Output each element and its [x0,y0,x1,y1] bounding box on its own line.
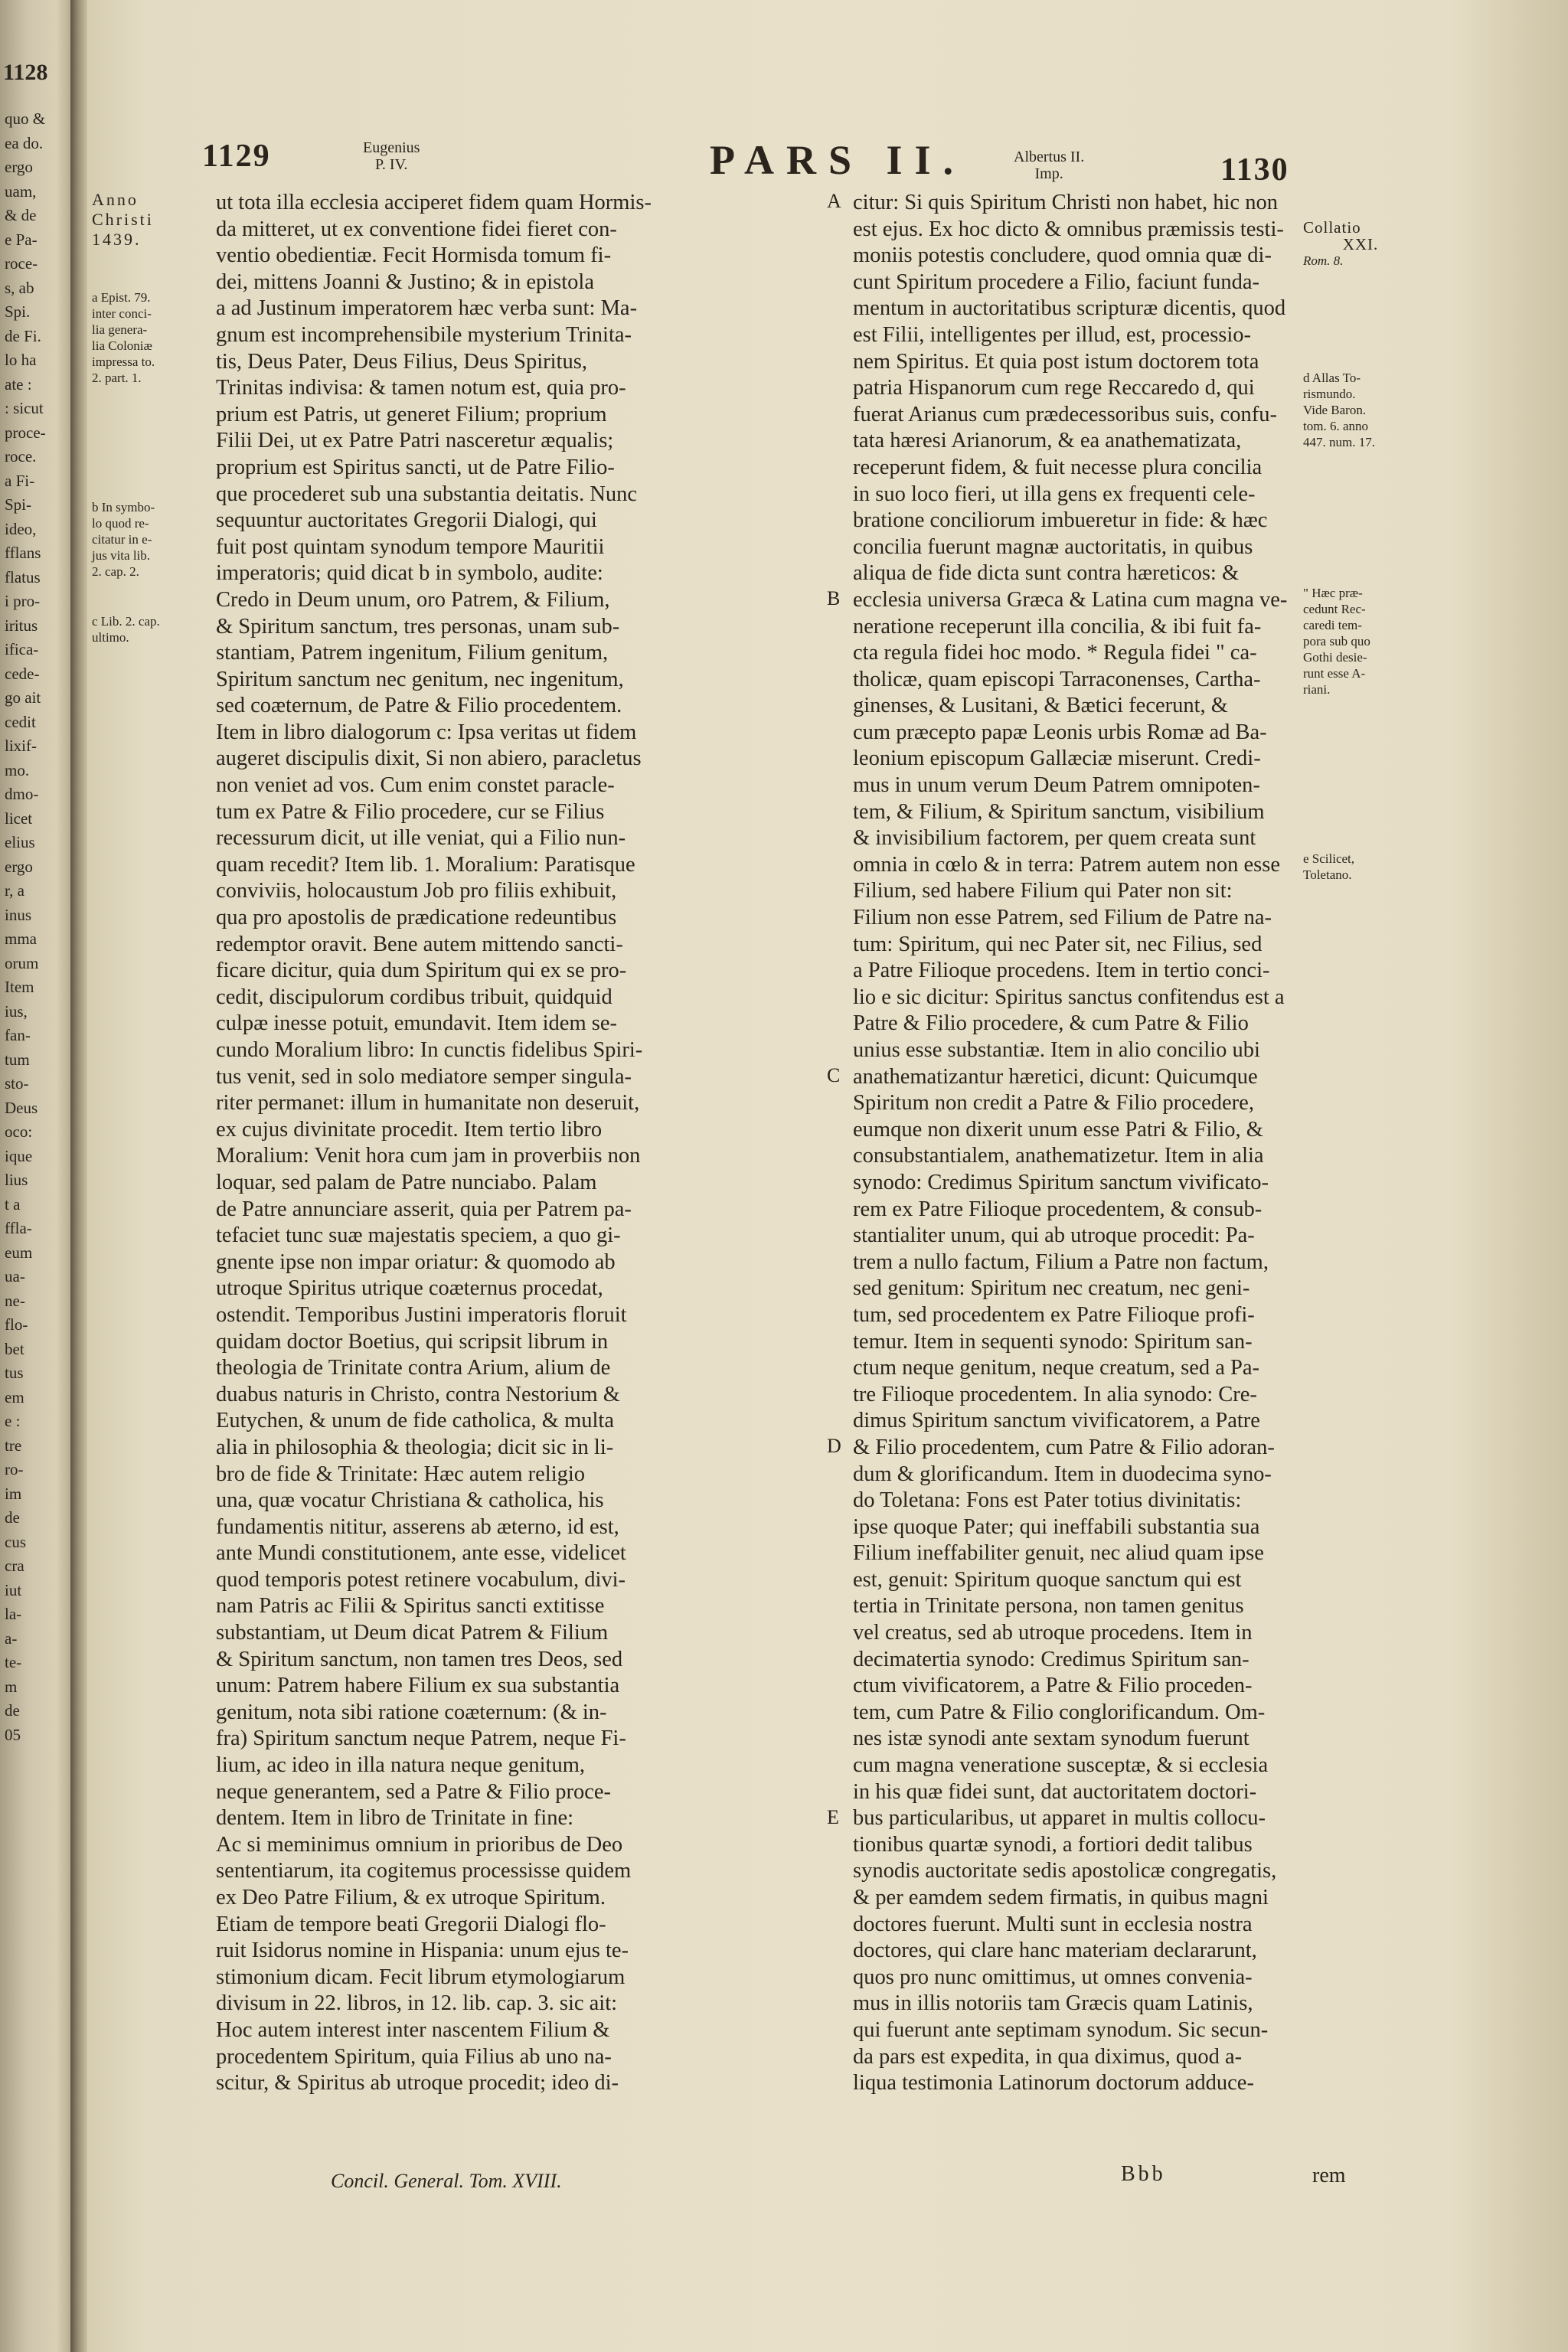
note-line: ultimo. [92,630,129,645]
fragment-line: elius [5,833,35,851]
fragment-line: iut [5,1580,22,1599]
text-line: tertia in Trinitate persona, non tamen genitus [853,1594,1244,1619]
left-margin-notes [92,190,199,645]
text-line: Filium non esse Patrem, sed Filium de Patre na- [853,906,1272,930]
text-line: tre Filioque procedentem. In alia synodo: Cre- [853,1382,1257,1406]
text-line: est, genuit: Spiritum quoque sanctum qui est [853,1567,1242,1592]
text-line: neratione receperunt illa concilia, & ibi fuit fa- [853,614,1262,639]
text-line: theologia de Trinitate contra Arium, alium de [216,1356,611,1380]
text-line: stantiam, Patrem ingenitum, Filium genitum, [216,641,609,665]
text-line: liqua testimonia Latinorum doctorum adduce- [853,2071,1254,2096]
text-line: anathematizantur hæretici, dicunt: Quicumque [853,1064,1258,1089]
fragment-line: ffla- [5,1219,32,1237]
note-line: b In symbo- [92,500,155,514]
text-line: tata hæresi Arianorum, & ea anathematizata, [853,429,1242,453]
fragment-line: roce. [5,447,37,466]
left-running-sub: P. IV. [375,156,408,173]
text-line: a ad Justinum imperatorem hæc verba sunt: Ma- [216,296,638,321]
fragment-line: mo. [5,760,30,779]
note-line: d Allas To- [1303,371,1361,385]
note-line: 2. cap. 2. [92,564,139,579]
note-line: impressa to. [92,354,155,369]
fragment-line: iritus [5,616,38,635]
note-line: " Hæc præ- [1303,586,1363,600]
text-line: quidam doctor Boetius, qui scripsit librum in [216,1329,609,1354]
fragment-line: tum [5,1050,30,1069]
fragment-line: de [5,1701,20,1720]
text-line: nes istæ synodi ante sextam synodum fuerunt [853,1726,1250,1751]
fragment-line: oco: [5,1122,33,1141]
text-line: da pars est expedita, in qua diximus, quod a- [853,2044,1243,2069]
text-line: aliqua de fide dicta sunt contra hæreticos: & [853,561,1240,586]
fragment-line: ifica- [5,640,39,658]
margin-note-c [92,613,199,645]
fragment-line: cus [5,1532,26,1551]
fragment-line: cedit [5,712,36,731]
text-line: Filii Dei, ut ex Patre Patri nasceretur æqualis; [216,429,614,453]
text-line: in suo loco fieri, ut illa gens ex frequenti cele- [853,482,1256,506]
text-line: nem Spiritus. Et quia post istum doctorem tota [853,349,1259,374]
text-line: cundo Moralium libro: In cunctis fidelibus Spiri- [216,1038,643,1062]
text-line: unum: Patrem habere Filium ex sua substantia [216,1674,620,1698]
text-line: bro de fide & Trinitate: Hæc autem religio [216,1462,586,1486]
section-letter: D [827,1435,841,1458]
text-line: tum, sed procedentem ex Patre Filioque profi- [853,1302,1255,1327]
fragment-line: s, ab [5,278,34,297]
text-line: ante Mundi constitutionem, ante esse, videlicet [216,1541,626,1566]
text-line: dei, mittens Joanni & Justino; & in epistola [216,270,594,294]
note-line: riani. [1303,682,1331,697]
fragment-line: orum [5,953,39,972]
fragment-line: Spi. [5,302,31,321]
text-line: procedentem Spiritum, quia Filius ab uno na- [216,2044,612,2069]
note-line: Rom. 8. [1303,253,1344,268]
text-line: est Filii, intelligentes per illud, est, processio- [853,322,1252,347]
text-line: imperatoris; quid dicat b in symbolo, audite: [216,561,603,586]
fragment-line: tus [5,1364,24,1382]
text-line: Item in libro dialogorum c: Ipsa veritas ut fidem [216,720,637,744]
text-line: culpæ inesse potuit, emundavit. Item idem se- [216,1011,617,1036]
text-line: ut tota illa ecclesia acciperet fidem quam Hormis- [216,191,652,214]
anno-line: Anno [92,190,139,209]
note-line: 447. num. 17. [1303,435,1375,449]
text-line: temur. Item in sequenti synodo: Spiritum san- [853,1329,1253,1354]
text-line: sequuntur auctoritates Gregorii Dialogi, qui [216,508,597,533]
text-line: dentem. Item in libro de Trinitate in fine: [216,1806,574,1831]
text-line: ex Deo Patre Filium, & ex utroque Spiritum. [216,1886,606,1909]
fragment-line: lius [5,1171,28,1189]
text-line: & Spiritum sanctum, non tamen tres Deos, sed [216,1647,623,1671]
note-line: lia Coloniæ [92,338,152,353]
fragment-line: Spi- [5,495,32,514]
text-column-left [216,190,828,2097]
fragment-line: mma [5,929,37,948]
text-line: bratione conciliorum imbueretur in fide: & hæc [853,508,1268,533]
text-line: leonium episcopum Gallæciæ miserunt. Credi- [853,746,1261,771]
text-line: una, quæ vocatur Christiana & catholica, his [216,1488,604,1513]
collatio-label [1303,219,1418,253]
text-line: rem ex Patre Filioque procedentem, & consub- [853,1197,1263,1221]
fragment-line: a- [5,1628,18,1648]
text-line: augeret discipulis dixit, Si non abiero, paracletus [216,746,642,771]
text-line: ecclesia universa Græca & Latina cum magna ve- [853,587,1288,612]
text-line: ipse quoque Pater; qui ineffabili substantia sua [853,1514,1260,1539]
right-running-sub: Imp. [1034,165,1063,182]
text-line: loquar, sed palam de Patre nunciabo. Palam [216,1170,597,1194]
right-running-name: Albertus II. [1014,149,1085,165]
text-line: moniis potestis concludere, quod omnia quæ di- [853,243,1272,268]
text-line: fuit post quintam synodum tempore Mauritii [216,534,605,559]
fragment-line: ergo [5,857,33,876]
fragment-line: lo ha [5,351,37,369]
text-line: lium, ac ideo in illa natura neque genitum, [216,1753,585,1778]
text-line: ex cujus divinitate procedit. Item tertio libro [216,1117,603,1142]
text-line: neque generantem, sed a Patre & Filio proce- [216,1779,611,1804]
fragment-line: t a [5,1194,21,1214]
text-line: ctum vivificatorem, a Patre & Filio proceden- [853,1674,1253,1698]
fragment-line: e Pa- [5,230,38,249]
note-line: runt esse A- [1303,666,1366,681]
text-line: concilia fuerunt magnæ auctoritatis, in quibus [853,534,1253,559]
note-line: lia genera- [92,322,148,337]
text-line: ventio obedientiæ. Fecit Hormisda tomum fi- [216,243,612,268]
fragment-line: sto- [5,1074,29,1093]
text-line: decimatertia synodo: Credimus Spiritum san- [853,1647,1250,1671]
margin-note-b [92,499,199,580]
fragment-line: fan- [5,1026,31,1044]
text-line: duabus naturis in Christo, contra Nestorium & [216,1382,620,1406]
fragment-line: roce- [5,254,38,273]
fragment-line: Item [5,978,34,996]
text-line: ruit Isidorus nomine in Hispania: unum ejus te- [216,1939,629,1963]
text-line: est ejus. Ex hoc dicto & omnibus præmissis testi- [853,217,1284,241]
fragment-line: im [5,1484,22,1503]
text-line: genitum, nota sibi ratione coæternum: (& in- [216,1700,607,1724]
text-line: dum & glorificandum. Item in duodecima syno- [853,1462,1272,1486]
text-line: & Filio procedentem, cum Patre & Filio adoran- [853,1435,1275,1459]
text-line: utroque Spiritus utrique coæternus procedat, [216,1276,603,1301]
text-line: Eutychen, & unum de fide catholica, & multa [216,1409,614,1433]
text-line: tum: Spiritum, qui nec Pater sit, nec Filius, sed [853,932,1263,956]
fragment-line: dmo- [5,785,39,803]
anno-christi [92,190,199,250]
text-line: quod temporis potest retinere vocabulum, divi- [216,1567,626,1592]
right-page-number: 1130 [1220,152,1289,188]
note-line: rismundo. [1303,387,1356,401]
text-line: vel creatus, sed ab utroque procedens. Item in [853,1621,1253,1645]
text-line: tem, cum Patre & Filio conglorificandum. Om- [853,1700,1266,1724]
text-line: fundamentis nititur, asserens ab æterno, id est, [216,1514,619,1539]
text-line: tholicæ, quam episcopi Tarraconenses, Cartha- [853,667,1261,691]
text-line: ostendit. Temporibus Justini imperatoris floruit [216,1302,627,1327]
fragment-line: m [5,1677,18,1696]
fragment-line: a Fi- [5,471,35,490]
margin-note-star [1303,585,1418,697]
fragment-line: i pro- [5,592,41,610]
fragment-line: bet [5,1339,24,1358]
fragment-line: tre [5,1436,22,1455]
section-letter: C [827,1063,841,1086]
fragment-line: cede- [5,664,40,683]
fragment-line: flo- [5,1315,28,1334]
fragment-line: em [5,1387,24,1406]
text-line: quam recedit? Item lib. 1. Moralium: Paratisque [216,852,635,877]
note-line: inter conci- [92,306,152,321]
text-line: mus in unum verum Deum Patrem omnipoten- [853,773,1260,798]
left-running-head [363,139,420,173]
text-line: a Patre Filioque procedens. Item in tertio conci- [853,959,1270,983]
text-line: tis, Deus Pater, Deus Filius, Deus Spiritus, [216,349,587,374]
text-line: riter permanet: illum in humanitate non deseruit, [216,1091,640,1116]
text-line: in his quæ fidei sunt, dat auctoritatem doctori- [853,1779,1257,1804]
note-line: cedunt Rec- [1303,602,1366,616]
text-line: sed genitum: Spiritum nec creatum, nec geni- [853,1276,1250,1301]
signature-mark: Bbb [1121,2162,1166,2186]
book-page [87,0,1568,2352]
anno-line: Christi [92,210,154,229]
left-fragment-page-number: 1128 [3,60,48,85]
text-line: mus in illis notoriis tam Græcis quam Latinis, [853,1991,1253,2016]
fragment-line: ate : [5,374,32,394]
fragment-line: proce- [5,423,46,442]
text-line: Ac si meminimus omnium in prioribus de Deo [216,1832,623,1857]
text-line: Filium, sed habere Filium qui Pater non sit: [853,879,1233,903]
text-line: de Patre annunciare asserit, quia per Patrem pa- [216,1197,632,1221]
text-line: conviviis, holocaustum Job pro filiis exhibuit, [216,879,617,903]
text-line: non veniet ad vos. Cum enim constet paracle- [216,773,615,798]
text-line: Spiritum non credit a Patre & Filio procedere, [853,1091,1254,1116]
text-line: citur: Si quis Spiritum Christi non habet, hic non [853,191,1278,214]
text-line: stantialiter unum, qui ab utroque procedit: Pa- [853,1223,1255,1248]
note-line: tom. 6. anno [1303,419,1368,433]
note-line: e Scilicet, [1303,851,1355,866]
fragment-line: ro- [5,1460,24,1478]
text-line: substantiam, ut Deum dicat Patrem & Filium [216,1621,609,1645]
text-line: prium est Patris, ut generet Filium; proprium [216,402,607,426]
text-line: Spiritum sanctum nec genitum, nec ingenitum, [216,667,624,691]
margin-note-a [92,289,199,386]
book-gutter [70,0,87,2352]
text-line: gnente ipse non impar oriatur: & quomodo ab [216,1250,616,1274]
text-line: gnum est incomprehensibile mysterium Trinita- [216,322,632,347]
text-line: mentum in auctoritatibus scripturæ dicentis, quod [853,296,1286,321]
fragment-line: fflans [5,544,41,562]
note-line: Gothi desie- [1303,650,1367,665]
text-line: fra) Spiritum sanctum neque Patrem, neque Fi- [216,1726,626,1751]
catchword: rem [1312,2164,1346,2187]
text-line: divisum in 22. libros, in 12. lib. cap. 3. sic ait: [216,1991,618,2016]
text-line: Credo in Deum unum, oro Patrem, & Filium, [216,587,610,612]
text-line: Etiam de tempore beati Gregorii Dialogi flo- [216,1912,606,1936]
text-line: tus venit, sed in solo mediatore semper singula- [216,1064,632,1089]
note-line: pora sub quo [1303,634,1370,648]
margin-note-d [1303,370,1418,450]
text-line: bus particularibus, ut apparet in multis collocu- [853,1806,1266,1831]
text-line: consubstantialem, anathematizetur. Item in alia [853,1144,1264,1168]
left-running-name: Eugenius [363,139,420,156]
fragment-line: ne- [5,1291,25,1310]
text-line: omnia in cœlo & in terra: Patrem autem non esse [853,852,1280,877]
text-line: & invisibilium factorem, per quem creata sunt [853,826,1256,851]
text-line: Filium ineffabiliter genuit, nec aliud quam ipse [853,1541,1264,1566]
page-title: PARS II. [709,137,966,183]
note-line: Toletano. [1303,867,1352,882]
fragment-line: eum [5,1243,33,1262]
left-page-number: 1129 [202,139,271,174]
text-line: Trinitas indivisa: & tamen notum est, quia pro- [216,376,626,400]
note-line: c Lib. 2. cap. [92,614,160,629]
section-letter: A [827,190,841,212]
text-line: da mitteret, ut ex conventione fidei fieret con- [216,217,617,241]
fragment-line: flatus [5,567,41,586]
text-line: Hoc autem interest inter nascentem Filium & [216,2017,610,2042]
fragment-line: inus [5,905,32,924]
fragment-line: lixif- [5,737,37,755]
text-line: synodis auctoritate sedis apostolicæ congregatis, [853,1859,1277,1883]
note-line: caredi tem- [1303,618,1362,632]
text-line: sententiarum, ita cogitemus processisse quidem [216,1859,632,1883]
text-line: doctores, qui clare hanc materiam declararunt, [853,1939,1257,1963]
text-line: que procederet sub una substantia deitatis. Nunc [216,482,638,506]
text-line: nam Patris ac Filii & Spiritus sancti extitisse [216,1594,605,1619]
fragment-line: e : [5,1412,21,1430]
text-line: synodo: Credimus Spiritum sanctum vivificato- [853,1170,1269,1194]
text-line: lio e sic dicitur: Spiritus sanctus confitendus est a [853,985,1285,1009]
text-line: qua pro apostolis de prædicatione redeuntibus [216,906,617,930]
text-line: eumque non dixerit unum esse Patri & Filio, & [853,1117,1263,1142]
fragment-line: ius, [5,1001,28,1021]
text-line: redemptor oravit. Bene autem mittendo sancti- [216,932,623,956]
margin-note-e [1303,851,1418,883]
text-line: trem a nullo factum, Filium a Patre non factum, [853,1250,1269,1274]
fragment-line: cra [5,1557,24,1575]
collatio-line: Collatio [1303,218,1361,237]
note-line: lo quod re- [92,516,149,531]
fragment-line: ique [5,1146,33,1165]
text-line: recessurum dicit, ut ille veniat, qui a Filio nun- [216,826,626,851]
text-line: cta regula fidei hoc modo. * Regula fidei " ca- [853,641,1257,665]
text-line: dimus Spiritum sanctum vivificatorem, a Patre [853,1409,1260,1433]
text-line: ficare dicitur, quia dum Spiritum qui ex se pro- [216,959,627,983]
margin-note-rom [1303,253,1418,269]
page-header [87,136,1568,190]
fragment-line: ergo [5,158,33,176]
right-margin-notes [1303,219,1418,883]
text-line: Moralium: Venit hora cum jam in proverbiis non [216,1144,641,1168]
text-line: quos pro nunc omittimus, ut omnes convenia- [853,1965,1253,1989]
text-line: patria Hispanorum cum rege Reccaredo d, qui [853,376,1255,400]
text-line: ginenses, & Lusitani, & Bætici fecerunt, & [853,694,1228,718]
text-line: cum præcepto papæ Leonis urbis Romæ ad Ba- [853,720,1267,744]
text-line: tefaciet tunc suæ majestatis speciem, a quo gi- [216,1223,621,1248]
fragment-line: te- [5,1653,22,1671]
text-line: do Toletana: Fons est Pater totius divinitatis: [853,1488,1242,1513]
text-line: unius esse substantiæ. Item in alio concilio ubi [853,1038,1260,1062]
fragment-line: licet [5,808,33,828]
note-line: jus vita lib. [92,548,151,563]
fragment-line: ideo, [5,519,37,538]
text-line: & Spiritum sanctum, tres personas, unam sub- [216,614,620,639]
fragment-line: ea do. [5,133,44,152]
note-line: citatur in e- [92,532,152,547]
text-line: scitur, & Spiritus ab utroque procedit; ideo di- [216,2071,619,2096]
fragment-line: uam, [5,181,37,201]
note-line: 2. part. 1. [92,371,142,385]
fragment-line: la- [5,1605,22,1623]
text-line: Patre & Filio procedere, & cum Patre & Filio [853,1011,1249,1036]
text-line: cum magna veneratione susceptæ, & si ecclesia [853,1753,1269,1778]
collatio-number: XXI. [1342,235,1379,253]
note-line: a Epist. 79. [92,290,151,305]
text-line: tum ex Patre & Filio procedere, cur se Filius [216,799,605,824]
fragment-line: de Fi. [5,326,41,345]
text-line: ctum neque genitum, neque creatum, sed a Pa- [853,1356,1260,1380]
text-line: qui fuerunt ante septimam synodum. Sic secun- [853,2017,1269,2042]
fragment-line: Deus [5,1098,38,1117]
text-line: fuerat Arianus cum prædecessoribus suis, confu- [853,402,1278,426]
fragment-line: 05 [5,1725,21,1744]
section-letter: B [827,587,841,609]
text-line: stimonium dicam. Fecit librum etymologiarum [216,1965,626,1989]
anno-line: 1439. [92,230,142,249]
text-line: doctores fuerunt. Multi sunt in ecclesia nostra [853,1912,1253,1936]
text-line: receperunt fidem, & fuit necesse plura concilia [853,455,1263,479]
section-letter: E [827,1805,839,1828]
fragment-line: : sicut [5,399,44,417]
fragment-line: quo & [5,109,46,128]
footer-running-title: Concil. General. Tom. XVIII. [331,2170,562,2192]
text-line: alia in philosophia & theologia; dicit sic in li- [216,1435,614,1459]
right-running-head [1014,149,1084,182]
text-line: sed coæternum, de Patre & Filio procedentem. [216,694,622,718]
note-line: Vide Baron. [1303,403,1367,417]
text-line: cedit, discipulorum cordibus tribuit, quidquid [216,985,612,1009]
fragment-line: de [5,1508,20,1527]
text-line: tionibus quartæ synodi, a fortiori dedit talibus [853,1832,1253,1857]
fragment-line: r, a [5,881,24,900]
left-page-fragment [0,0,70,2352]
text-line: & per eamdem sedem firmatis, in quibus magni [853,1886,1269,1909]
fragment-line: go ait [5,688,41,707]
text-line: proprium est Spiritus sancti, ut de Patre Filio- [216,455,615,479]
fragment-line: ua- [5,1267,25,1285]
fragment-line: & de [5,206,37,224]
left-fragment-text [5,107,66,1747]
text-line: tem, & Filium, & Spiritum sanctum, visibilium [853,799,1265,824]
text-line: cunt Spiritum procedere a Filio, faciunt funda- [853,270,1260,294]
